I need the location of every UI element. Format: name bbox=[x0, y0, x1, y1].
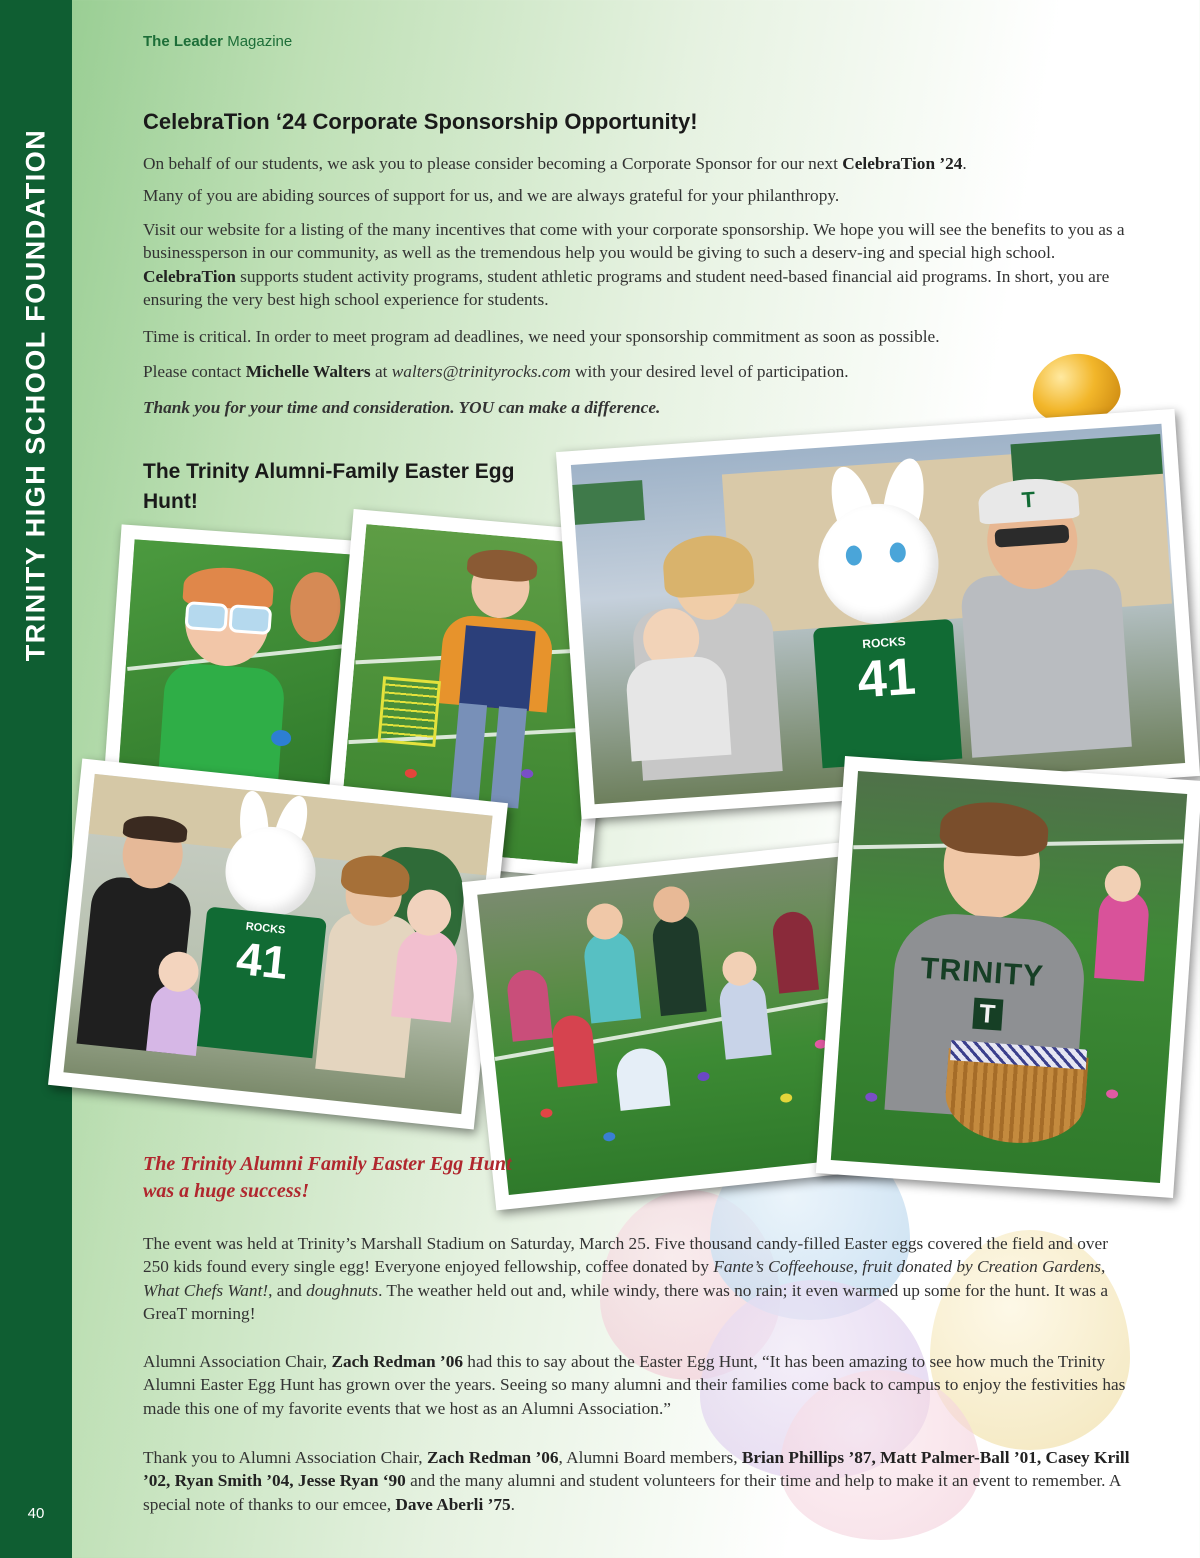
hoodie-t-logo: T bbox=[972, 998, 1003, 1031]
cap-logo: T bbox=[977, 476, 1080, 525]
hoodie-trinity-text: TRINITY bbox=[919, 951, 1045, 994]
magazine-title bbox=[143, 33, 292, 50]
easter-paragraph-2 bbox=[143, 1350, 1133, 1420]
text-run: Alumni Association Chair, bbox=[143, 1352, 332, 1371]
easter-paragraph-1 bbox=[143, 1232, 1133, 1326]
sponsorship-paragraph-4: Time is critical. In order to meet program ad deadlines, we need your sponsorship commitment as soon as possible. bbox=[143, 327, 940, 346]
magazine-title-rest: Magazine bbox=[227, 33, 293, 50]
text-run: On behalf of our students, we ask you to please consider becoming a Corporate Sponsor for our next bbox=[143, 154, 843, 173]
board-members: Brian Phillips ’87, Matt Palmer-Ball ’01, Casey Krill ’02, Ryan Smith ’04, Jesse Ryan ‘90 bbox=[143, 1448, 1130, 1491]
jersey-word: ROCKS bbox=[245, 920, 286, 937]
sidebar-title: TRINITY HIGH SCHOOL FOUNDATION bbox=[20, 128, 51, 662]
easter-heading: The Trinity Alumni-Family Easter Egg Hunt! bbox=[143, 460, 515, 513]
donor-chefs: What Chefs Want! bbox=[143, 1280, 269, 1300]
text-run: , bbox=[1100, 1257, 1106, 1277]
text-run: . bbox=[510, 1494, 515, 1514]
text-run: supports student activity programs, student athletic programs and student need-based financial aid programs. In short, you are ensuring the very best high school experience for students. bbox=[143, 266, 1110, 310]
text-run: with your desired level of participation. bbox=[570, 362, 849, 381]
bunny-jersey bbox=[813, 619, 962, 768]
sidebar-band bbox=[0, 0, 72, 1558]
text-run: , bbox=[853, 1257, 863, 1277]
sponsorship-thank-you: Thank you for your time and consideration. YOU can make a difference. bbox=[143, 398, 661, 417]
sponsorship-paragraph-3 bbox=[143, 218, 1128, 312]
emcee-name: Dave Aberli ’75 bbox=[395, 1494, 511, 1514]
text-run: . The weather held out and, while windy, there was no rain; it even warmed up some for the hunt. It was a GreaT morning! bbox=[143, 1280, 1108, 1324]
magazine-title-bold: The Leader bbox=[143, 33, 224, 50]
contact-email-link[interactable]: walters@trinityrocks.com bbox=[391, 362, 571, 381]
text-run: Thank you to Alumni Association Chair, bbox=[143, 1448, 427, 1467]
sponsorship-paragraph-5 bbox=[143, 360, 1133, 383]
donor-coffeehouse: Fante’s Coffeehouse bbox=[713, 1257, 854, 1277]
easter-paragraph-3 bbox=[143, 1446, 1133, 1516]
text-run: and the many alumni and student volunteers for their time and help to make it an event to remember. A special note of thanks to our emcee, bbox=[143, 1471, 1121, 1514]
sponsorship-heading: CelebraTion ‘24 Corporate Sponsorship Opportunity! bbox=[143, 109, 698, 134]
jersey-word: ROCKS bbox=[861, 634, 907, 652]
text-run: at bbox=[370, 362, 392, 381]
contact-name: Michelle Walters bbox=[245, 362, 371, 381]
text-run: . bbox=[962, 154, 967, 173]
jersey-number: 41 bbox=[855, 647, 918, 710]
photo-boy-trinity-hoodie bbox=[816, 756, 1200, 1198]
sponsorship-paragraph-1 bbox=[143, 152, 1133, 175]
donor-doughnuts: doughnuts bbox=[306, 1280, 379, 1300]
jersey-number: 41 bbox=[234, 931, 291, 989]
chair-name: Zach Redman ’06 bbox=[331, 1352, 463, 1371]
page-number: 40 bbox=[27, 1505, 45, 1522]
text-run: The event was held at Trinity’s Marshall Stadium on Saturday, March 25. Five thousand candy-filled Easter eggs covered the field and over 250 kids found every single egg! Everyone enjoyed fellowship, coffee donated by bbox=[143, 1234, 1108, 1277]
text-run: Visit our website for a listing of the many incentives that come with your corporate sponsorship. We hope you will see the benefits to you as a businessperson in our community, as well as the tremendous help you would be giving to such a deserv-ing and special high school. bbox=[143, 220, 1125, 263]
text-run: , and bbox=[268, 1280, 307, 1300]
donor-fruit: fruit donated by Creation Gardens bbox=[862, 1257, 1101, 1277]
photo-group-bunny bbox=[48, 759, 508, 1130]
text-run: Please contact bbox=[143, 362, 246, 381]
text-run: had this to say about the Easter Egg Hunt, “It has been amazing to see how much the Trinity Alumni Easter Egg Hunt has grown over the years. Seeing so many alumni and their families come back to campus to enjoy the festivities has made this one of my favorite events that we host as an Alumni Association.” bbox=[143, 1352, 1126, 1418]
sponsorship-paragraph-2: Many of you are abiding sources of support for us, and we are always grateful for your philanthropy. bbox=[143, 186, 840, 205]
celebration-name: CelebraTion ’24 bbox=[842, 154, 963, 173]
easter-subheading: The Trinity Alumni Family Easter Egg Hunt was a huge success! bbox=[143, 1153, 512, 1202]
chair-name: Zach Redman ’06 bbox=[426, 1448, 559, 1467]
bunny-jersey-2 bbox=[193, 906, 327, 1058]
celebration-name: CelebraTion bbox=[143, 266, 236, 286]
text-run: , Alumni Board members, bbox=[558, 1448, 742, 1467]
